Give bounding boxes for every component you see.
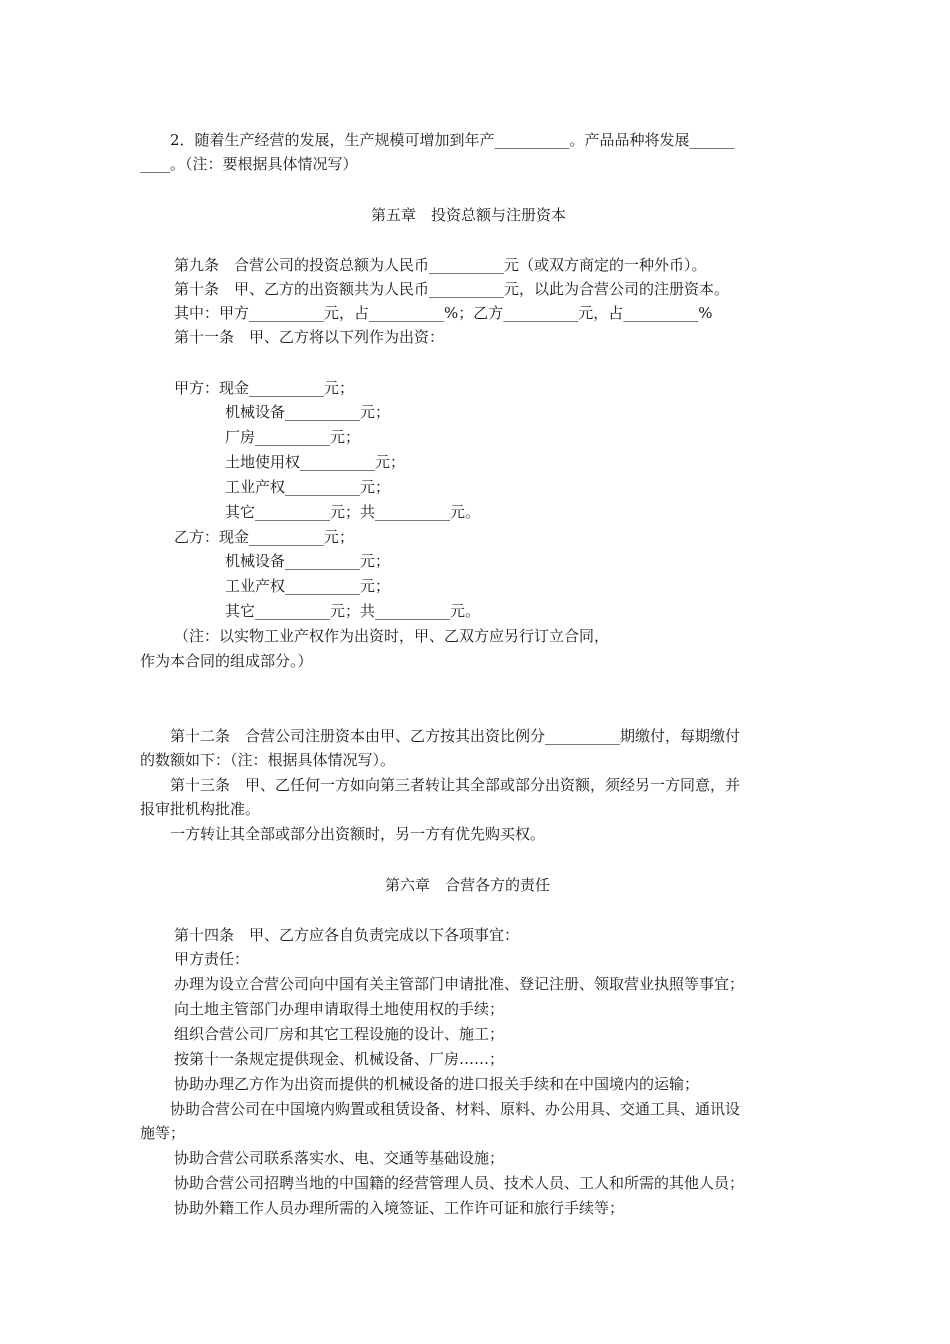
text-line: 协助办理乙方作为出资而提供的机械设备的进口报关手续和在中国境内的运输；: [174, 1075, 700, 1093]
text-line: 甲方责任：: [174, 950, 250, 968]
text-line: 其它__________元；共__________元。: [225, 503, 481, 521]
text-line: 其它__________元；共__________元。: [225, 602, 481, 620]
text-line: 办理为设立合营公司向中国有关主管部门申请批准、登记注册、领取营业执照等事宜；: [174, 975, 745, 993]
text-line: 协助合营公司联系落实水、电、交通等基础设施；: [174, 1149, 505, 1167]
text-line: 土地使用权__________元；: [225, 453, 406, 471]
text-line: 协助合营公司在中国境内购置或租赁设备、材料、原料、办公用具、交通工具、通讯设: [140, 1100, 741, 1118]
text-line: 第十一条 甲、乙方将以下列作为出资：: [174, 328, 445, 346]
text-line: 第十三条 甲、乙任何一方如向第三者转让其全部或部分出资额，须经另一方同意，并: [140, 776, 741, 794]
text-line: 2．随着生产经营的发展，生产规模可增加到年产__________。产品品种将发展______: [140, 131, 735, 149]
text-line: 工业产权__________元；: [225, 478, 391, 496]
text-line: 第六章 合营各方的责任: [385, 876, 551, 894]
text-line: 机械设备__________元；: [225, 552, 391, 570]
text-line: ____。（注：要根据具体情况写）: [140, 155, 358, 173]
text-line: 施等；: [140, 1124, 186, 1142]
text-line: 组织合营公司厂房和其它工程设施的设计、施工；: [174, 1025, 505, 1043]
text-line: 协助合营公司招聘当地的中国籍的经营管理人员、技术人员、工人和所需的其他人员；: [174, 1174, 745, 1192]
text-line: 作为本合同的组成部分。）: [140, 652, 313, 670]
text-line: 第十二条 合营公司注册资本由甲、乙方按其出资比例分__________期缴付，每期缴付: [140, 727, 741, 745]
text-line: 按第十一条规定提供现金、机械设备、厂房……；: [174, 1050, 505, 1068]
text-line: 厂房__________元；: [225, 428, 361, 446]
text-line: 乙方：现金__________元；: [174, 528, 355, 546]
text-line: （注：以实物工业产权作为出资时，甲、乙双方应另行订立合同，: [174, 627, 610, 645]
text-line: 其中：甲方__________元，占__________%；乙方__________元，占__________%: [174, 304, 713, 322]
text-line: 机械设备__________元；: [225, 403, 391, 421]
text-line: 向土地主管部门办理申请取得土地使用权的手续；: [174, 1000, 505, 1018]
text-line: 第十四条 甲、乙方应各自负责完成以下各项事宜：: [174, 926, 520, 944]
text-line: 工业产权__________元；: [225, 577, 391, 595]
text-line: 第十条 甲、乙方的出资额共为人民币__________元，以此为合营公司的注册资本。: [174, 280, 730, 298]
text-line: 的数额如下：（注：根据具体情况写）。: [140, 751, 396, 769]
text-line: 协助外籍工作人员办理所需的入境签证、工作许可证和旅行手续等；: [174, 1199, 625, 1217]
text-line: 甲方：现金__________元；: [174, 379, 355, 397]
text-line: 报审批机构批准。: [140, 800, 261, 818]
text-line: 第五章 投资总额与注册资本: [371, 206, 567, 224]
text-line: 第九条 合营公司的投资总额为人民币__________元（或双方商定的一种外币）。: [174, 256, 707, 274]
text-line: 一方转让其全部或部分出资额时，另一方有优先购买权。: [140, 825, 546, 843]
